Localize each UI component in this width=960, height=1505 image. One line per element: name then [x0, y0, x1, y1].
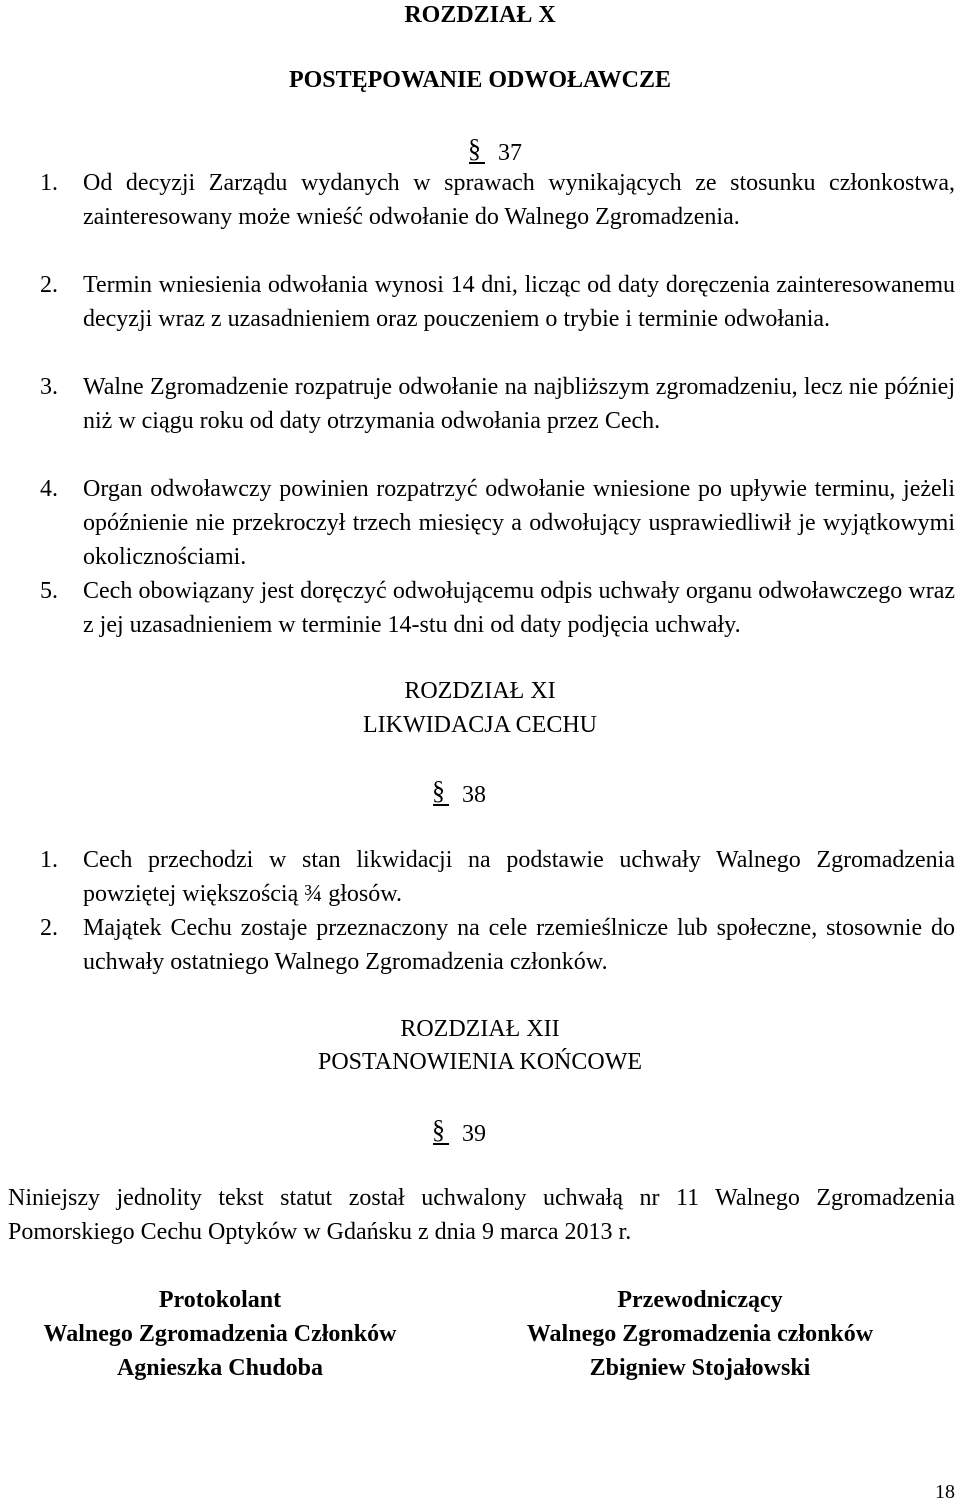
- chapter-10-title: POSTĘPOWANIE ODWOŁAWCZE: [288, 67, 672, 93]
- paragraph-number: 38: [462, 782, 486, 808]
- list-item: Od decyzji Zarządu wydanych w sprawach wynikających ze stosunku członkostwa, zainteresowany może wnieść odwołanie do Walnego Zgromadzenia.: [83, 170, 955, 230]
- signature-body: Walnego Zgromadzenia członków: [526, 1321, 874, 1347]
- list-item: Termin wniesienia odwołania wynosi 14 dni, licząc od daty doręczenia zainteresowanemu decyzji wraz z uzasadnieniem oraz pouczeniem o trybie i terminie odwołania.: [83, 272, 955, 332]
- closing-statement: Niniejszy jednolity tekst statut został uchwalony uchwałą nr 11 Walnego Zgromadzenia Pomorskiego Cechu Optyków w Gdańsku z dnia 9 marca 2013 r.: [8, 1185, 955, 1245]
- paragraph-38: [432, 776, 486, 810]
- list-item: Cech obowiązany jest doręczyć odwołującemu odpis uchwały organu odwoławczego wraz z jej uzasadnieniem w terminie 14-stu dni od daty podjęcia uchwały.: [83, 578, 955, 638]
- paragraph-37: [468, 134, 522, 168]
- list-item: Walne Zgromadzenie rozpatruje odwołanie na najbliższym zgromadzeniu, lecz nie później niż w ciągu roku od daty otrzymania odwołania przez Cech.: [83, 374, 955, 434]
- signature-role: Przewodniczący: [617, 1287, 783, 1313]
- item-number: 4.: [40, 476, 58, 502]
- list-item: Cech przechodzi w stan likwidacji na podstawie uchwały Walnego Zgromadzenia powziętej większością ¾ głosów.: [83, 847, 955, 907]
- chapter-10-heading: ROZDZIAŁ X: [404, 2, 556, 28]
- item-number: 3.: [40, 374, 58, 400]
- item-number: 5.: [40, 578, 58, 604]
- item-number: 2.: [40, 272, 58, 298]
- signature-right: [470, 1283, 930, 1385]
- list-item: Majątek Cechu zostaje przeznaczony na cele rzemieślnicze lub społeczne, stosownie do uchwały ostatniego Walnego Zgromadzenia członków.: [83, 915, 955, 975]
- signature-name: Agnieszka Chudoba: [116, 1355, 324, 1381]
- signature-body: Walnego Zgromadzenia Członków: [43, 1321, 397, 1347]
- chapter-12-title: POSTANOWIENIA KOŃCOWE: [317, 1049, 643, 1075]
- chapter-11-title: LIKWIDACJA CECHU: [363, 712, 597, 738]
- item-number: 2.: [40, 915, 58, 941]
- paragraph-number: 37: [498, 140, 522, 166]
- signature-left: [0, 1283, 440, 1385]
- list-item: Organ odwoławczy powinien rozpatrzyć odwołanie wniesione po upływie terminu, jeżeli opóźnienie nie przekroczył trzech miesięcy a odwołujący usprawiedliwił je wyjątkowymi okolicznościami.: [83, 476, 955, 570]
- chapter-12-heading: ROZDZIAŁ XII: [400, 1016, 560, 1042]
- section-sign-icon: [432, 1119, 450, 1145]
- page-number: 18: [935, 1481, 955, 1503]
- item-number: 1.: [40, 170, 58, 196]
- paragraph-number: 39: [462, 1121, 486, 1147]
- item-number: 1.: [40, 847, 58, 873]
- paragraph-39: [432, 1115, 486, 1149]
- signature-role: Protokolant: [158, 1287, 282, 1313]
- signature-name: Zbigniew Stojałowski: [589, 1355, 811, 1381]
- section-sign-icon: [432, 780, 450, 806]
- chapter-11-heading: ROZDZIAŁ XI: [404, 678, 556, 704]
- section-sign-icon: [468, 138, 486, 164]
